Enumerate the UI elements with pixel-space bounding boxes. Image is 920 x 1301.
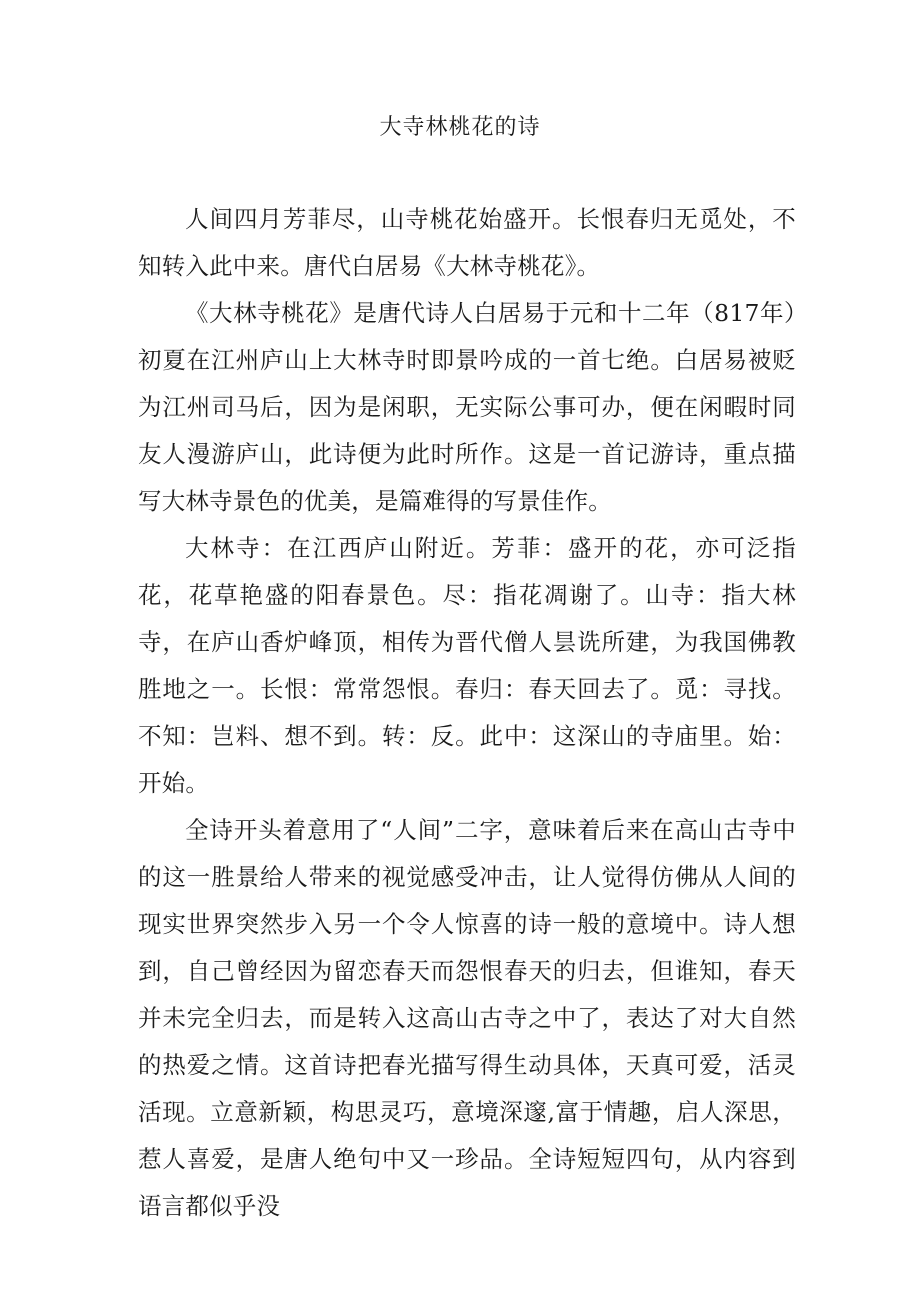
paragraph-3: 大林寺：在江西庐山附近。芳菲：盛开的花，亦可泛指花，花草艳盛的阳春景色。尽：指花凋谢了。山寺：指大林寺，在庐山香炉峰顶，相传为晋代僧人昙诜所建，为我国佛教胜地之一。长恨：常常怨恨。春归：春天回去了。觅：寻找。不知：岂料、想不到。转：反。此中：这深山的寺庙里。始：开始。	[138, 534, 796, 797]
paragraph-4: 全诗开头着意用了“人间”二字，意味着后来在高山古寺中的这一胜景给人带来的视觉感受冲击，让人觉得仿佛从人间的现实世界突然步入另一个令人惊喜的诗一般的意境中。诗人想到，自己曾经因为留恋春天而怨恨春天的归去，但谁知，春天并未完全归去，而是转入这高山古寺之中了，表达了对大自然的热爱之情。这首诗把春光描写得生动具体，天真可爱，活灵活现。立意新颖，构思灵巧，意境深邃,富于情趣，启人深思，惹人喜爱，是唐人绝句中又一珍品。全诗短短四句，从内容到语言都似乎没	[138, 816, 796, 1220]
paragraph-2: 《大林寺桃花》是唐代诗人白居易于元和十二年（817年）初夏在江州庐山上大林寺时即景吟成的一首七绝。白居易被贬为江州司马后，因为是闲职，无实际公事可办，便在闲暇时同友人漫游庐山，此诗便为此时所作。这是一首记游诗，重点描写大林寺景色的优美，是篇难得的写景佳作。	[138, 299, 796, 515]
paragraph-1: 人间四月芳菲尽，山寺桃花始盛开。长恨春归无觅处，不知转入此中来。唐代白居易《大林寺桃花》。	[138, 205, 796, 280]
document-body	[138, 196, 796, 1230]
document-title: 大寺林桃花的诗	[379, 115, 541, 140]
